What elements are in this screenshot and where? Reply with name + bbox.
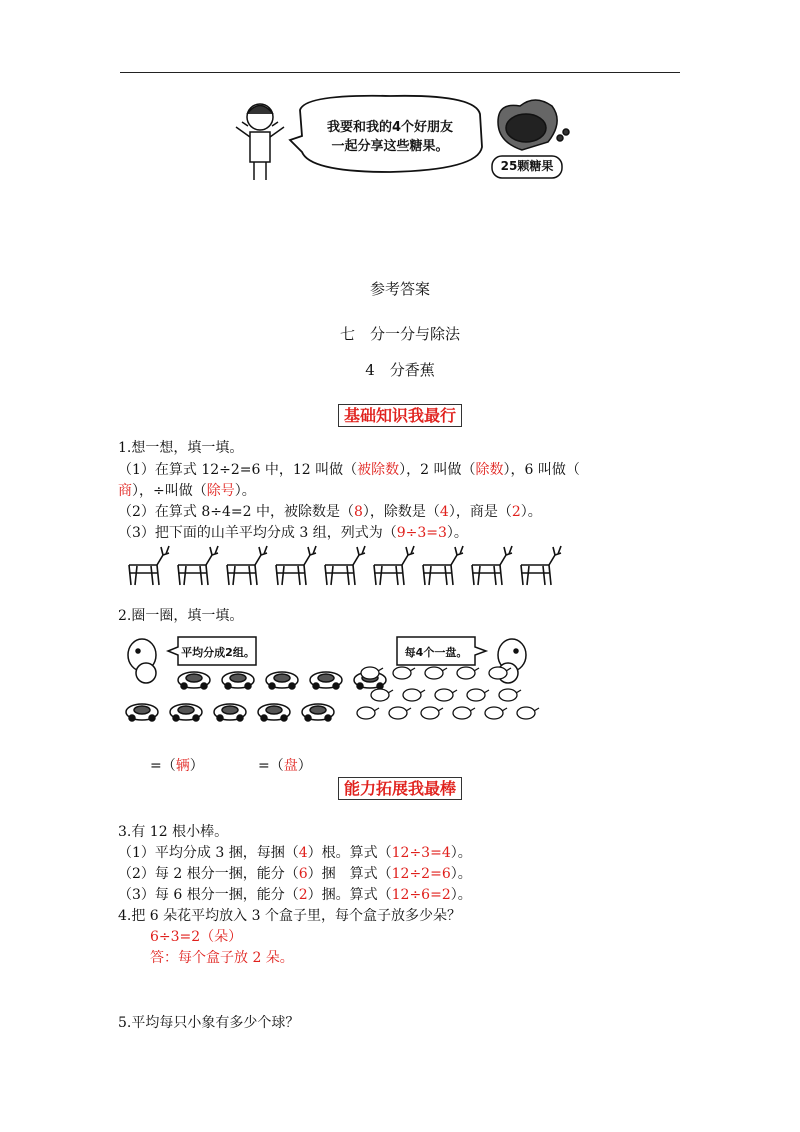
- pear-icon: [467, 689, 489, 701]
- lesson-title: 4 分香蕉: [365, 361, 435, 379]
- q2-answer-left: =（辆）: [150, 758, 204, 774]
- goat-icon: [276, 546, 316, 585]
- q1-line2: （2）在算式 8÷4=2 中，被除数是（8），除数是（4），商是（2）。: [118, 504, 542, 520]
- q2-answer-right: =（盘）: [258, 758, 312, 774]
- car-icon: [302, 704, 334, 721]
- speech-bubble-text: [305, 118, 475, 156]
- car-icon: [222, 672, 254, 689]
- speech-line-2: 一起分享这些糖果。: [331, 139, 449, 154]
- answer-cars-unit: 辆: [175, 758, 190, 774]
- pear-icon: [485, 707, 507, 719]
- goat-icon: [227, 546, 267, 585]
- q1-line1b: 商），÷叫做（除号）。: [118, 483, 256, 499]
- goats-row: [125, 545, 575, 590]
- pear-icon: [457, 667, 479, 679]
- q3-line1: （1）平均分成 3 捆，每捆（4）根。算式（12÷3=4）。: [118, 845, 472, 861]
- q3-heading: 3.有 12 根小棒。: [118, 824, 229, 840]
- q4-calc: 6÷3=2（朵）: [150, 929, 243, 945]
- pear-icon: [517, 707, 539, 719]
- pear-icon: [371, 689, 393, 701]
- pear-icon: [421, 707, 443, 719]
- car-icon: [258, 704, 290, 721]
- car-icon: [214, 704, 246, 721]
- goat-icon: [521, 546, 561, 585]
- chapter-title: 七 分一分与除法: [339, 325, 460, 343]
- pear-icon: [425, 667, 447, 679]
- pear-icon: [403, 689, 425, 701]
- goats-illustration: [125, 545, 575, 590]
- answer-divisor: 除数: [475, 462, 504, 478]
- q2-heading: 2.圈一圈，填一填。: [118, 608, 244, 624]
- section1-banner-wrap: [0, 403, 800, 426]
- answer-division-sign: 除号: [206, 483, 235, 499]
- car-icon: [170, 704, 202, 721]
- answer-plates-unit: 盘: [283, 758, 298, 774]
- goat-icon: [423, 546, 463, 585]
- q4-heading: 4.把 6 朵花平均放入 3 个盒子里，每个盒子放多少朵？: [118, 908, 461, 924]
- section2-banner-wrap: [0, 776, 800, 799]
- q3-line3: （3）每 6 根分一捆，能分（2）捆。算式（12÷6=2）。: [118, 887, 472, 903]
- goat-icon: [178, 546, 218, 585]
- pear-icon: [389, 707, 411, 719]
- speech-line-1: 我要和我的4个好朋友: [326, 120, 454, 135]
- page-title: 参考答案: [369, 280, 430, 298]
- answer-quotient: 商: [118, 483, 132, 499]
- q1-line3: （3）把下面的山羊平均分成 3 组，列式为（9÷3=3）。: [118, 525, 468, 541]
- cars-and-pears-illustration: [120, 625, 540, 735]
- pear-icon: [499, 689, 521, 701]
- header-rule: [120, 72, 680, 73]
- q3-line2: （2）每 2 根分一捆，能分（6）捆 算式（12÷2=6）。: [118, 866, 472, 882]
- q1-line1: （1）在算式 12÷2=6 中，12 叫做（被除数），2 叫做（除数），6 叫做（: [118, 462, 580, 478]
- q1-heading: 1.想一想，填一填。: [118, 440, 244, 456]
- q5-heading: 5.平均每只小象有多少个球？: [118, 1015, 300, 1031]
- car-icon: [178, 672, 210, 689]
- section2-banner: 能力拓展我最棒: [338, 777, 462, 800]
- answer-dividend: 被除数: [357, 462, 400, 478]
- goat-icon: [325, 546, 365, 585]
- candy-box-label: 25颗糖果: [500, 159, 554, 173]
- car-icon: [266, 672, 298, 689]
- pear-icon: [357, 707, 379, 719]
- q2-illustration: [120, 625, 540, 735]
- section1-banner: 基础知识我最行: [338, 404, 462, 427]
- bubble-right-text: 每4个一盘。: [404, 646, 468, 659]
- q4-answer: 答：每个盒子放 2 朵。: [150, 950, 294, 966]
- pear-icon: [435, 689, 457, 701]
- goat-icon: [472, 546, 512, 585]
- goat-icon: [374, 546, 414, 585]
- header-illustration: [230, 92, 580, 187]
- bubble-left-text: 平均分成2组。: [181, 646, 255, 659]
- car-icon: [310, 672, 342, 689]
- pear-icon: [393, 667, 415, 679]
- pear-icon: [453, 707, 475, 719]
- answer-goat-division: 9÷3=3: [396, 525, 447, 541]
- goat-icon: [129, 546, 169, 585]
- car-icon: [126, 704, 158, 721]
